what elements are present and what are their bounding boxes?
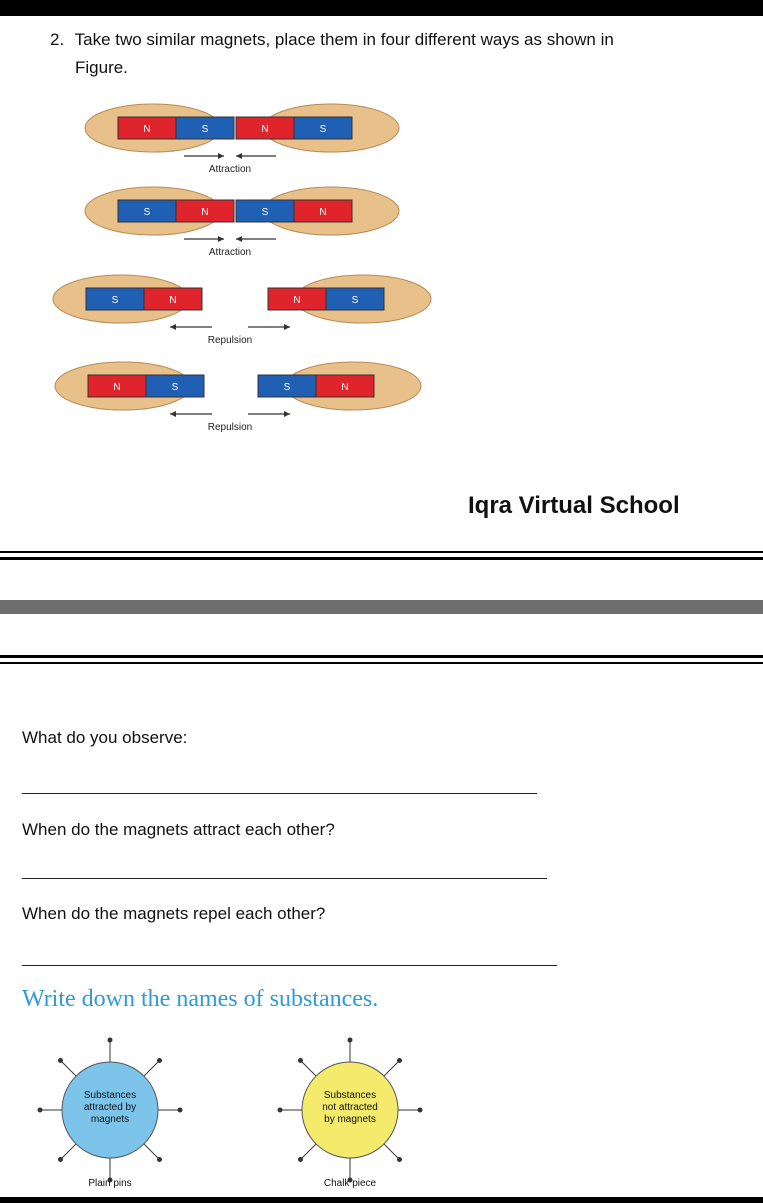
pole-label: N	[261, 124, 269, 135]
arrow-head	[236, 153, 242, 159]
substances-heading: Write down the names of substances.	[22, 986, 379, 1012]
prompt-observe: What do you observe:	[22, 728, 188, 747]
question-line-1: Take two similar magnets, place them in four different ways as shown in	[74, 30, 614, 49]
pole-label: S	[201, 124, 209, 135]
divider-top-2	[0, 557, 763, 560]
spoke-dot	[58, 1058, 63, 1063]
answer-line-repel[interactable]	[22, 965, 557, 966]
pole-label: N	[293, 295, 301, 306]
web-spoke	[301, 1061, 317, 1077]
pole-label: N	[113, 382, 121, 393]
web-spoke	[384, 1144, 400, 1160]
magnet-row-3	[53, 275, 431, 346]
spoke-dot	[38, 1108, 43, 1113]
web-center-label: Substances	[83, 1090, 137, 1101]
answer-line-observe[interactable]	[22, 793, 537, 794]
web-spoke	[61, 1144, 77, 1160]
prompt-repel: When do the magnets repel each other?	[22, 904, 326, 923]
web-center-label: not attracted	[322, 1102, 378, 1113]
spoke-dot	[157, 1157, 162, 1162]
spoke-dot	[298, 1157, 303, 1162]
question-text	[50, 26, 740, 82]
spoke-dot	[397, 1058, 402, 1063]
divider-bottom	[0, 655, 763, 658]
pole-label: S	[111, 295, 119, 306]
spoke-dot	[397, 1157, 402, 1162]
spoke-dot	[157, 1058, 162, 1063]
gray-band	[0, 600, 763, 614]
web-center-label: by magnets	[324, 1114, 376, 1125]
caption-attraction: Attraction	[208, 247, 252, 258]
magnet-row-2	[85, 187, 399, 258]
arrow-head	[284, 411, 290, 417]
substance-webs	[0, 1030, 763, 1197]
arrow-head	[284, 324, 290, 330]
pole-label: N	[341, 382, 349, 393]
answer-line-attract[interactable]	[22, 878, 547, 879]
magnet-figure	[0, 95, 440, 455]
web-spoke	[384, 1061, 400, 1077]
web-spoke	[61, 1061, 77, 1077]
web-spoke	[301, 1144, 317, 1160]
pole-label: N	[143, 124, 151, 135]
question-line-2: Figure.	[75, 58, 128, 77]
pole-label: S	[351, 295, 359, 306]
web-center-label: attracted by	[83, 1102, 137, 1113]
pole-label: N	[319, 207, 327, 218]
web-center-label: Substances	[323, 1090, 377, 1101]
pole-label: S	[283, 382, 291, 393]
web-spoke	[144, 1144, 160, 1160]
spoke-dot	[298, 1058, 303, 1063]
spoke-dot	[418, 1108, 423, 1113]
arrow-head	[170, 411, 176, 417]
spoke-dot	[178, 1108, 183, 1113]
prompt-attract: When do the magnets attract each other?	[22, 820, 335, 839]
web-spoke	[144, 1061, 160, 1077]
pole-label: S	[261, 207, 269, 218]
spoke-dot	[348, 1038, 353, 1043]
pole-label: S	[171, 382, 179, 393]
pole-label: S	[319, 124, 327, 135]
divider-top	[0, 551, 763, 553]
caption-repulsion: Repulsion	[207, 335, 253, 346]
arrow-head	[170, 324, 176, 330]
caption-attraction: Attraction	[208, 164, 252, 175]
question-number: 2.	[50, 30, 65, 49]
web-example-label: Plain pins	[88, 1178, 132, 1189]
top-black-bar	[0, 0, 763, 16]
spoke-dot	[278, 1108, 283, 1113]
arrow-head	[218, 153, 224, 159]
spoke-dot	[58, 1157, 63, 1162]
substance-web-1	[38, 1038, 183, 1190]
magnet-row-1	[85, 104, 399, 175]
magnet-row-4	[55, 362, 421, 433]
substance-web-2	[278, 1038, 423, 1190]
spoke-dot	[108, 1038, 113, 1043]
caption-repulsion: Repulsion	[207, 422, 253, 433]
bottom-black-bar	[0, 1197, 763, 1203]
arrow-head	[236, 236, 242, 242]
school-name: Iqra Virtual School	[468, 492, 680, 519]
arrow-head	[218, 236, 224, 242]
pole-label: N	[201, 207, 209, 218]
pole-label: N	[169, 295, 177, 306]
web-center-label: magnets	[90, 1114, 130, 1125]
pole-label: S	[143, 207, 151, 218]
divider-bottom-2	[0, 662, 763, 664]
web-example-label: Chalk piece	[323, 1178, 377, 1189]
